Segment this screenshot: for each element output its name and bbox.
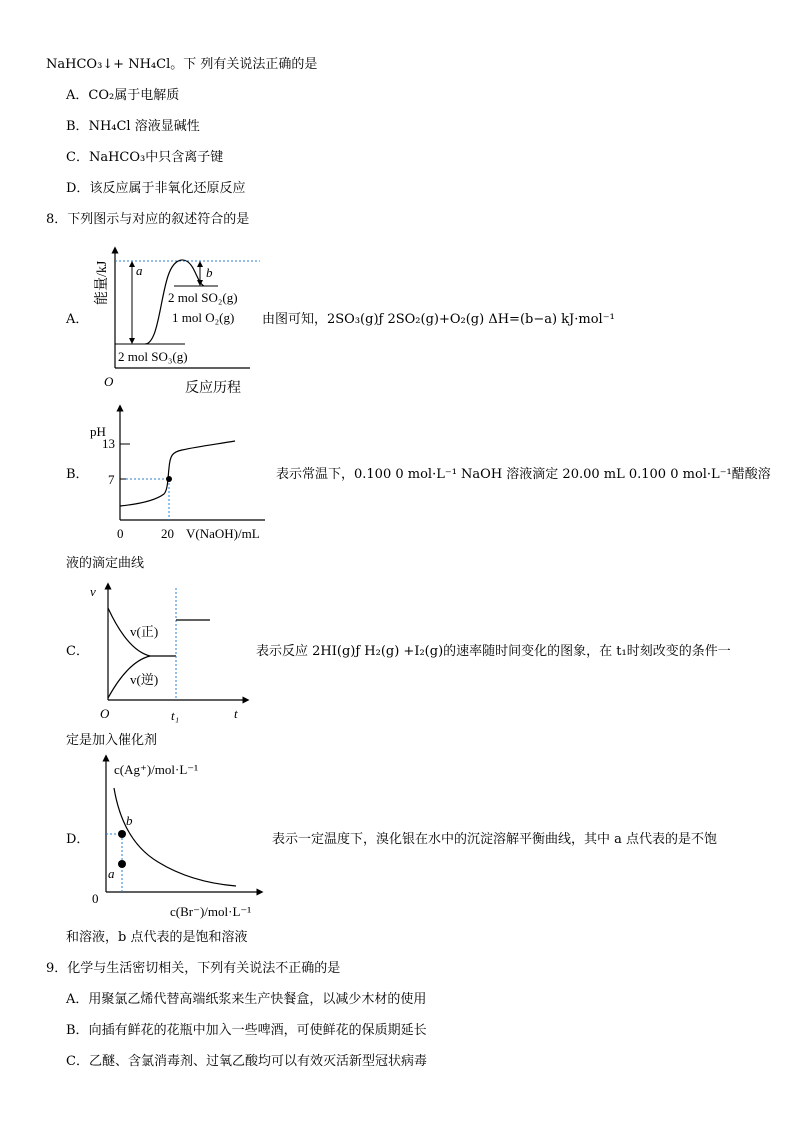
tick-13-label: 13 bbox=[102, 436, 115, 451]
ag-axis-label: c(Ag⁺)/mol·L⁻¹ bbox=[114, 762, 199, 777]
q9-option-a[interactable]: A．用聚氯乙烯代替高端纸浆来生产快餐盒，以减少木材的使用 bbox=[66, 992, 427, 1007]
titration-line bbox=[120, 441, 235, 506]
br-axis-label: c(Br⁻)/mol·L⁻¹ bbox=[170, 904, 252, 919]
q8-option-b-text-cont: 液的滴定曲线 bbox=[66, 556, 145, 571]
q8-option-b-text: 表示常温下，0.100 0 mol·L⁻¹ NaOH 溶液滴定 20.00 mL 0.100 0 mol·L⁻¹醋酸溶 bbox=[276, 467, 771, 482]
product-label-2: 1 mol O₂(g) bbox=[172, 310, 235, 325]
tick-7-label: 7 bbox=[108, 472, 115, 487]
rate-label: v bbox=[90, 584, 96, 599]
product-label-1: 2 mol SO₂(g) bbox=[168, 290, 238, 305]
energy-diagram bbox=[90, 240, 260, 398]
x-axis-label: 反应历程 bbox=[185, 381, 241, 396]
t1-label: t₁ bbox=[171, 708, 180, 723]
volume-axis-label: V(NaOH)/mL bbox=[186, 526, 260, 541]
equilibrium-curve bbox=[114, 788, 236, 886]
q7-option-a[interactable]: A．CO₂属于电解质 bbox=[66, 88, 180, 103]
reverse-rate-label: v(逆) bbox=[130, 672, 159, 687]
q7-option-b[interactable]: B．NH₄Cl 溶液显碱性 bbox=[66, 119, 200, 134]
solubility-equilibrium-curve bbox=[88, 752, 266, 924]
origin-label: O bbox=[104, 374, 114, 389]
q8-option-c-text-cont: 定是加入催化剂 bbox=[66, 733, 158, 748]
ph-label: pH bbox=[90, 424, 106, 439]
q9-option-c[interactable]: C．乙醚、含氯消毒剂、过氧乙酸均可以有效灭活新型冠状病毒 bbox=[66, 1054, 427, 1069]
q8-stem: 8．下列图示与对应的叙述符合的是 bbox=[46, 212, 250, 227]
q9-stem: 9．化学与生活密切相关，下列有关说法不正确的是 bbox=[46, 961, 341, 976]
equivalence-point bbox=[166, 476, 172, 482]
q8-option-a-letter[interactable]: A． bbox=[66, 312, 89, 327]
origin-label: 0 bbox=[92, 891, 99, 906]
label-a: a bbox=[136, 263, 143, 278]
x-origin-label: 0 bbox=[117, 526, 124, 541]
q8-option-d-text: 表示一定温度下，溴化银在水中的沉淀溶解平衡曲线，其中 a 点代表的是不饱 bbox=[272, 832, 718, 847]
label-b: b bbox=[206, 265, 213, 280]
q7-option-d[interactable]: D．该反应属于非氧化还原反应 bbox=[66, 181, 246, 196]
y-axis-label: 能量/kJ bbox=[95, 260, 110, 305]
q7-option-c[interactable]: C．NaHCO₃中只含离子键 bbox=[66, 150, 224, 165]
titration-curve bbox=[90, 404, 275, 546]
q8-option-d-text-cont: 和溶液，b 点代表的是饱和溶液 bbox=[66, 930, 248, 945]
q8-option-b-letter[interactable]: B． bbox=[66, 467, 89, 482]
point-b bbox=[118, 830, 126, 838]
reactant-label: 2 mol SO₃(g) bbox=[118, 349, 188, 364]
x-20-label: 20 bbox=[161, 526, 174, 541]
label-b: b bbox=[126, 813, 133, 828]
forward-rate-label: v(正) bbox=[130, 624, 159, 639]
q7-stem-tail: NaHCO₃↓+ NH₄Cl。下 列有关说法正确的是 bbox=[46, 57, 318, 72]
q8-option-c-letter[interactable]: C． bbox=[66, 644, 89, 659]
origin-label: O bbox=[100, 706, 110, 721]
q8-option-a-text: 由图可知，2SO₃(g)ƒ 2SO₂(g)+O₂(g) ΔH=(b−a) kJ·mol⁻¹ bbox=[262, 312, 615, 327]
label-a: a bbox=[108, 866, 115, 881]
q8-option-c-text: 表示反应 2HI(g)ƒ H₂(g) +I₂(g)的速率随时间变化的图象，在 t₁时刻改变的条件一 bbox=[256, 644, 731, 659]
time-label: t bbox=[234, 706, 238, 721]
q9-option-b[interactable]: B．向插有鲜花的花瓶中加入一些啤酒，可使鲜花的保质期延长 bbox=[66, 1023, 427, 1038]
rate-time-graph bbox=[88, 580, 256, 728]
point-a bbox=[118, 860, 126, 868]
q8-option-d-letter[interactable]: D． bbox=[66, 832, 90, 847]
